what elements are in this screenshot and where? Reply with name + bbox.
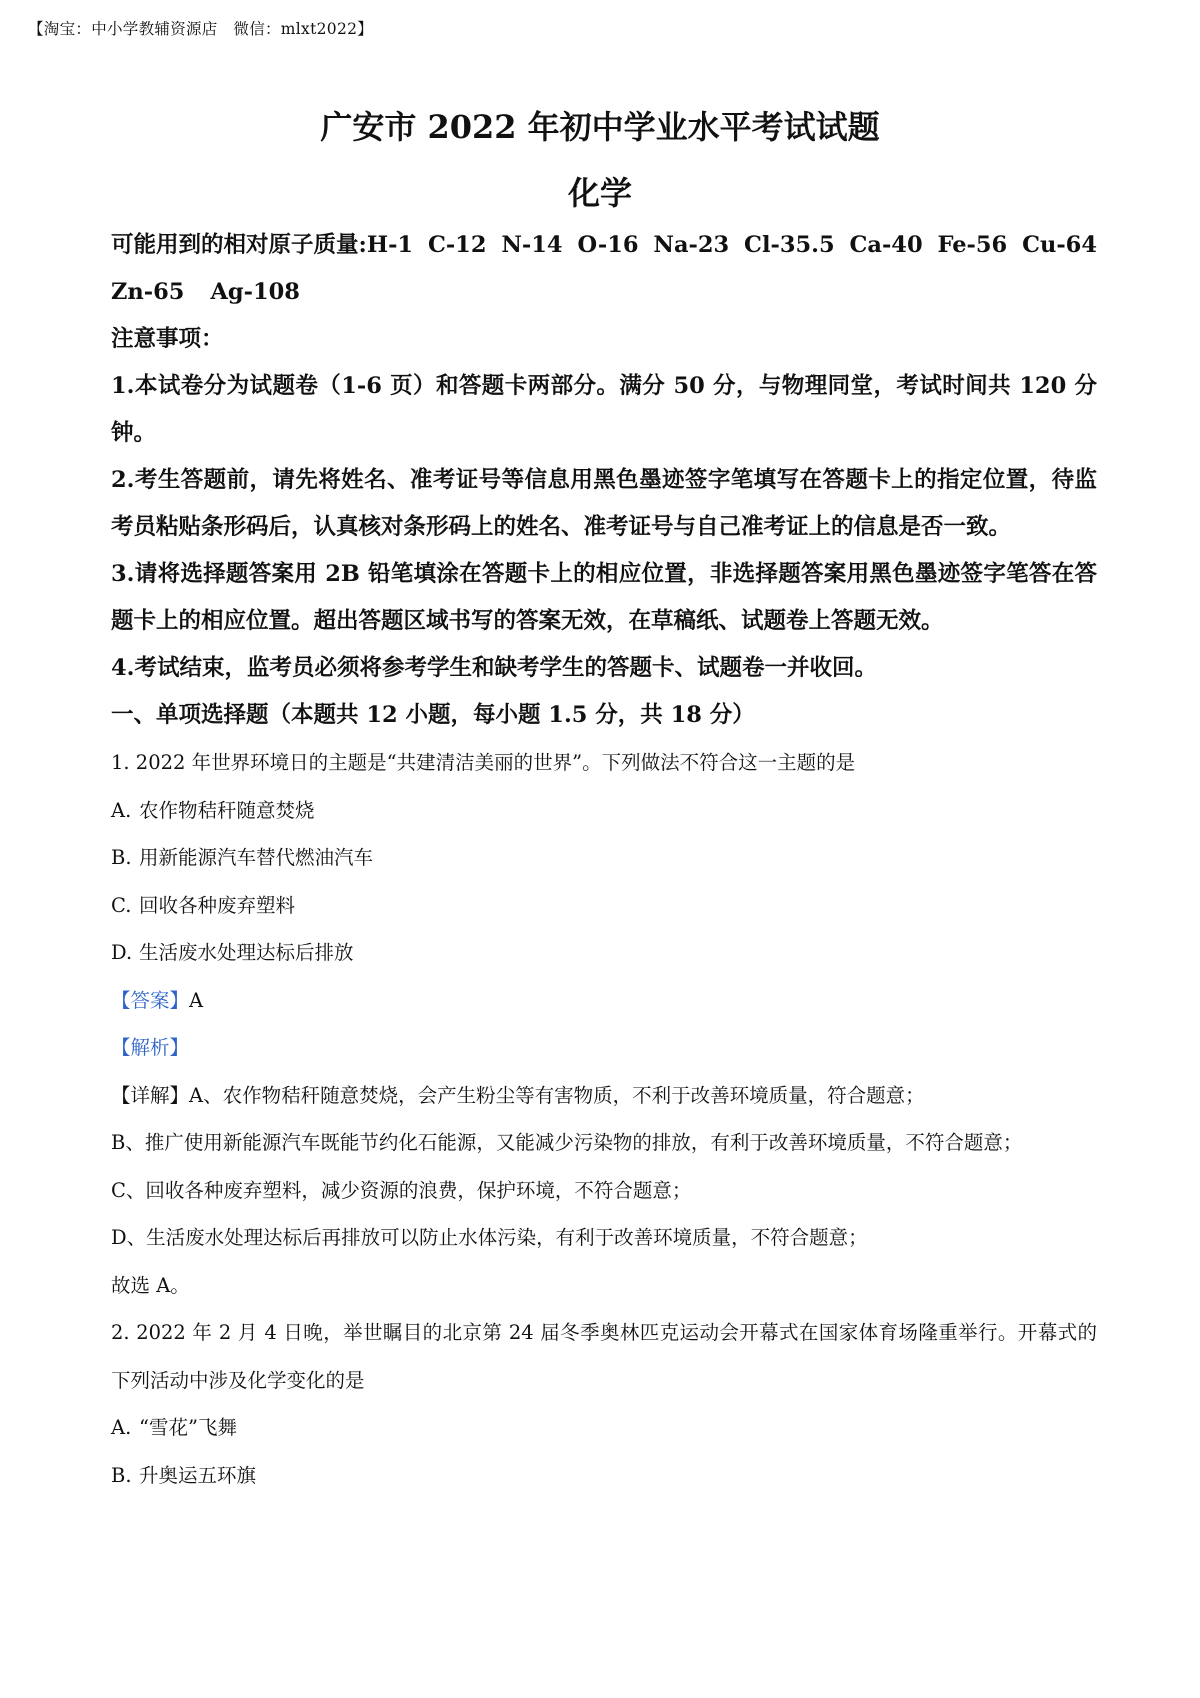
option-letter: A. [111, 1416, 132, 1439]
analysis-tag: 【解析】 [111, 1036, 190, 1059]
note-item-1: 1.本试卷分为试题卷（1-6 页）和答题卡两部分。满分 50 分，与物理同堂，考试时间共 120 分钟。 [111, 373, 1097, 446]
option-text: 用新能源汽车替代燃油汽车 [139, 846, 374, 869]
section-heading: 一、单项选择题（本题共 12 小题，每小题 1.5 分，共 18 分） [111, 702, 755, 728]
atomic-mass-item: Zn-65 [111, 279, 185, 305]
atomic-mass-item: Cu-64 [1022, 232, 1097, 258]
page-title: 广安市 2022 年初中学业水平考试试题 [320, 108, 880, 146]
question-2-option-a [111, 1404, 1097, 1452]
question-1-detail-line-3: C、回收各种废弃塑料，减少资源的浪费，保护环境，不符合题意； [111, 1178, 692, 1202]
atomic-mass-item: Cl-35.5 [744, 232, 835, 258]
question-1-analysis [111, 1024, 1097, 1072]
atomic-mass-item: N-14 [501, 232, 563, 258]
option-letter: D. [111, 941, 133, 964]
atomic-masses-first [111, 222, 413, 269]
note-item-2: 2.考生答题前，请先将姓名、准考证号等信息用黑色墨迹签字笔填写在答题卡上的指定位置，待监考员粘贴条形码后，认真核对条形码上的姓名、准考证号与自己准考证上的信息是否一致。 [111, 467, 1097, 540]
option-text: 农作物秸秆随意焚烧 [139, 798, 315, 822]
atomic-mass-item: Ag-108 [210, 279, 300, 305]
question-1-option-b [111, 834, 1097, 882]
atomic-mass-item: O-16 [577, 232, 639, 258]
question-1-detail-line-1 [111, 1072, 1097, 1120]
option-letter: A. [111, 798, 132, 822]
notes-heading: 注意事项： [111, 326, 224, 352]
atomic-mass-item: Na-23 [653, 232, 730, 258]
question-1-detail-line-2: B、推广使用新能源汽车既能节约化石能源，又能减少污染物的排放，有利于改善环境质量，不符合题意； [111, 1131, 1023, 1154]
atomic-mass-item: Ca-40 [849, 232, 923, 258]
detail-tag: 【详解】 [111, 1083, 190, 1107]
atomic-masses-label: 可能用到的相对原子质量: [111, 232, 367, 258]
option-text: 回收各种废弃塑料 [139, 893, 296, 917]
atomic-masses-row-2 [111, 269, 1097, 316]
option-letter: C. [111, 893, 132, 917]
option-letter: B. [111, 846, 132, 869]
detail-text: A、农作物秸秆随意焚烧，会产生粉尘等有害物质，不利于改善环境质量，符合题意； [189, 1083, 925, 1107]
option-letter: B. [111, 1463, 132, 1487]
note-item-3: 3.请将选择题答案用 2B 铅笔填涂在答题卡上的相应位置，非选择题答案用黑色墨迹签字笔答在答题卡上的相应位置。超出答题区域书写的答案无效，在草稿纸、试题卷上答题无效。 [111, 561, 1097, 634]
question-1-stem: 1. 2022 年世界环境日的主题是“共建清洁美丽的世界”。下列做法不符合这一主题的是 [111, 751, 856, 774]
question-2-option-b [111, 1452, 1097, 1500]
header-note: 【淘宝：中小学教辅资源店 微信：mlxt2022】 [28, 20, 374, 38]
question-1-option-c [111, 882, 1097, 930]
question-2-stem: 2. 2022 年 2 月 4 日晚，举世瞩目的北京第 24 届冬季奥林匹克运动会开幕式在国家体育场隆重举行。开幕式的下列活动中涉及化学变化的是 [111, 1321, 1097, 1392]
question-1-option-d [111, 929, 1097, 977]
option-text: 升奥运五环旗 [139, 1463, 257, 1487]
answer-value: A [189, 988, 204, 1012]
atomic-mass-item: Fe-56 [937, 232, 1008, 258]
question-1-answer [111, 977, 1097, 1025]
answer-tag: 【答案】 [111, 988, 190, 1012]
note-item-4: 4.考试结束，监考员必须将参考学生和缺考学生的答题卡、试题卷一并收回。 [111, 655, 877, 681]
atomic-mass-item: H-1 [366, 232, 414, 258]
option-text: “雪花”飞舞 [139, 1416, 237, 1439]
question-1-option-a [111, 787, 1097, 835]
option-text: 生活废水处理达标后排放 [139, 941, 354, 964]
document-body [111, 222, 1097, 1499]
question-1-detail-line-4: D、生活废水处理达标后再排放可以防止水体污染，有利于改善环境质量，不符合题意； [111, 1226, 868, 1249]
atomic-mass-item: C-12 [427, 232, 487, 258]
atomic-masses-row-1 [111, 222, 1097, 269]
question-1-conclusion: 故选 A。 [111, 1273, 190, 1297]
subject-title: 化学 [567, 174, 632, 212]
